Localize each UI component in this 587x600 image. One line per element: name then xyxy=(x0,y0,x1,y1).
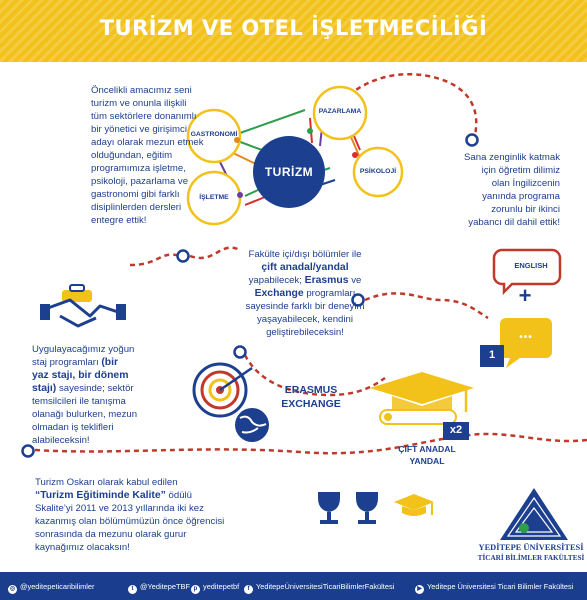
internship-line: alabileceksin! xyxy=(32,435,90,446)
internship-line: yaz stajı, bir dönem xyxy=(32,370,129,381)
double-major-line: çift anadal/yandal xyxy=(261,262,349,273)
ring-marker xyxy=(467,135,478,146)
social-youtube[interactable]: ▶ Yeditepe Üniversitesi Ticari Bilimler Fakültesi xyxy=(415,582,573,594)
award-line: Skalite’yi 2011 ve 2013 yıllarında iki kez xyxy=(35,503,204,514)
x2-badge: x2 xyxy=(449,424,463,436)
node-label-isletme: İŞLETME xyxy=(199,194,229,201)
award-line: kazanmış olan bölümümüzün önce öğrencisi xyxy=(35,516,225,527)
language-line: yabancı dil dahil ettik! xyxy=(468,217,560,228)
university-name: YEDİTEPE ÜNİVERSİTESİ xyxy=(478,543,584,552)
node-label-pazarlama: PAZARLAMA xyxy=(318,108,362,115)
minor-cap-label: YANDAL xyxy=(409,456,445,466)
award-line: kaynağımız olacaksın! xyxy=(35,542,130,553)
double-major-line: Fakülte içi/dışı bölümler ile xyxy=(248,249,362,260)
node-label-psikoloji: PSİKOLOJİ xyxy=(359,168,397,175)
social-twitter[interactable]: t @YeditepeTBF xyxy=(128,582,190,594)
social-footer xyxy=(0,572,587,600)
language-line: yanında programa xyxy=(482,191,560,202)
double-major-line: sayesinde farklı bir deneyim xyxy=(245,301,365,312)
internship-line: olmadan iş teklifleri xyxy=(32,422,114,433)
ring-marker xyxy=(23,446,34,457)
award-line: Turizm Oskarı olarak kabul edilen xyxy=(35,477,178,488)
exchange-label: EXCHANGE xyxy=(281,398,341,410)
youtube-icon: ▶ xyxy=(415,585,424,594)
intro-line: olduğundan, eğitim xyxy=(91,150,173,161)
intro-line: entegre ettik! xyxy=(91,215,147,226)
language-line: için öğretim dilimiz xyxy=(481,165,560,176)
intro-line: psikoloji, pazarlama ve xyxy=(91,176,189,187)
page-title: TURİZM VE OTEL İŞLETMECİLİĞİ xyxy=(99,16,488,40)
internship-line: stajı) sayesinde; sektör xyxy=(32,383,134,394)
pinterest-icon: p xyxy=(191,585,200,594)
double-major-cap-label: ÇİFT ANADAL xyxy=(398,444,456,454)
intro-line: disiplinlerden dersleri xyxy=(91,202,182,213)
language-line: Sana zenginlik katmak xyxy=(464,152,560,163)
internship-line: olanağı bulurken, mezun xyxy=(32,409,138,420)
ring-marker xyxy=(178,251,189,262)
dashed-connector-bottom xyxy=(35,434,587,453)
instagram-icon: ◎ xyxy=(9,586,16,592)
social-pinterest[interactable]: p yeditepetbf xyxy=(191,582,239,594)
dashed-connector-internship xyxy=(130,255,180,265)
twitter-icon: t xyxy=(128,585,137,594)
english-label: ENGLISH xyxy=(514,261,548,270)
graduation-cap-icon xyxy=(370,372,474,424)
intro-line: tüm sektörlere donanımlı xyxy=(91,111,197,122)
social-instagram[interactable]: ◎ @yeditepeticaribilimler xyxy=(9,582,95,592)
intro-line: turizm ve onunla ilişkili xyxy=(91,98,187,109)
erasmus-label: ERASMUS xyxy=(284,384,338,396)
language-line: olan İngilizcenin xyxy=(491,178,560,189)
target-globe-icon xyxy=(194,364,269,442)
trophy-icons xyxy=(318,492,434,524)
double-major-line: yaşayabilecek, kendini xyxy=(257,314,353,325)
plus-sign: + xyxy=(518,283,532,308)
social-facebook[interactable]: f YeditepeÜniversitesiTicariBilimlerFakültesi xyxy=(244,582,394,594)
one-badge-label: 1 xyxy=(488,349,496,361)
internship-line: staj programları (bir xyxy=(32,357,119,368)
award-line: “Turizm Eğitiminde Kalite” ödülü xyxy=(35,490,193,501)
dashed-connector-language xyxy=(349,74,476,135)
internship-line: Uygulayacağımız yoğun xyxy=(32,344,135,355)
chat-dots: ••• xyxy=(519,332,533,343)
ring-marker xyxy=(235,347,246,358)
internship-line: temsilcileri ile tanışma xyxy=(32,396,126,407)
award-line: sonrasında da mezunu olarak gurur xyxy=(35,529,187,540)
intro-line: bir yönetici ve girişimci xyxy=(91,124,187,135)
facebook-icon: f xyxy=(244,585,253,594)
university-logo xyxy=(500,488,568,540)
double-major-line: yapabilecek; Erasmus ve xyxy=(248,275,362,286)
intro-line: Öncelikli amacımız seni xyxy=(91,85,192,96)
intro-line: programımıza işletme, xyxy=(91,163,186,174)
intro-line: adayı olarak mezun etmek xyxy=(91,137,204,148)
language-line: zorunlu bir ikinci xyxy=(491,204,560,215)
intro-line: gastronomi gibi farklı xyxy=(91,189,180,200)
handshake-icon xyxy=(40,285,126,326)
double-major-line: geliştirebileceksin! xyxy=(266,327,344,338)
node-label-gastronomi: GASTRONOMİ xyxy=(190,131,238,138)
node-label-center: TURİZM xyxy=(264,165,314,179)
double-major-line: Exchange programları xyxy=(254,288,356,299)
faculty-name: TİCARİ BİLİMLER FAKÜLTESİ xyxy=(477,554,585,562)
